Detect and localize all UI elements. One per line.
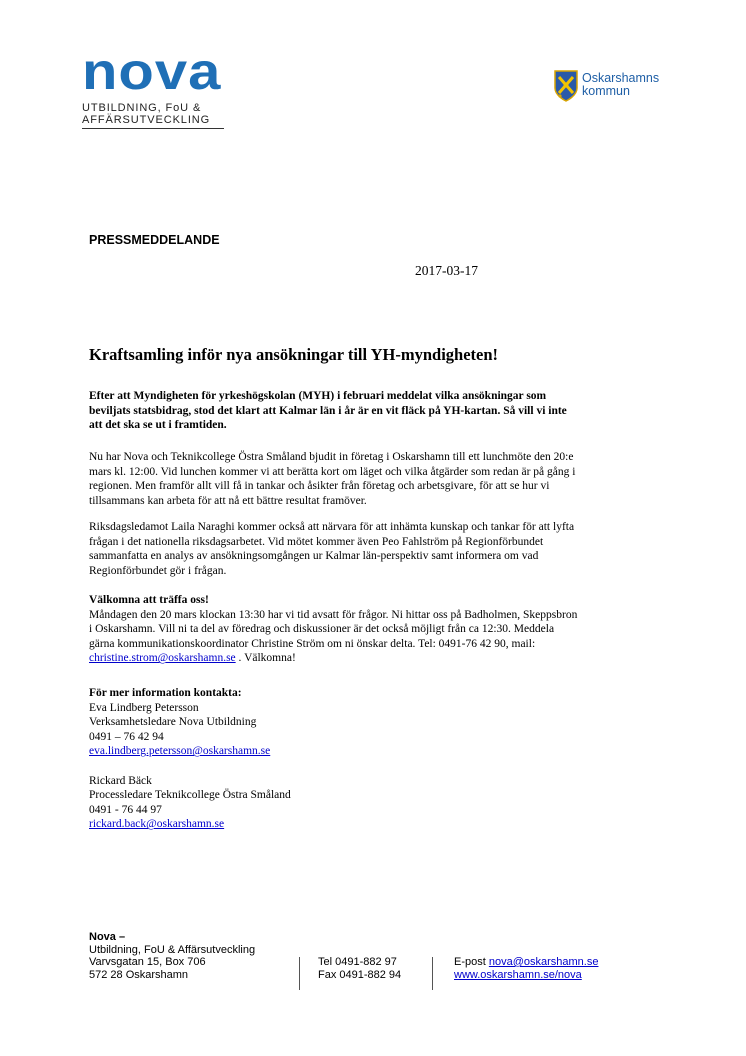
oskarshamn-logo bbox=[554, 70, 674, 104]
nova-logo-subtitle-line2: AFFÄRSUTVECKLING bbox=[82, 114, 211, 126]
contact-email-link[interactable]: rickard.back@oskarshamn.se bbox=[89, 818, 225, 831]
oskarshamn-logo-line1: Oskarshamns bbox=[582, 71, 660, 85]
contact-email-link[interactable]: eva.lindberg.petersson@oskarshamn.se bbox=[89, 745, 271, 758]
nova-logo-wordmark: nova bbox=[82, 42, 222, 101]
footer-fax: Fax 0491-882 94 bbox=[318, 968, 402, 981]
welcome-line: Måndagen den 20 mars klockan 13:30 har vi tid avsatt för frågor. Ni hittar oss på Badholmen, Skeppsbron bbox=[89, 608, 578, 621]
press-release-heading: PRESSMEDDELANDE bbox=[89, 233, 220, 247]
footer-line: Utbildning, FoU & Affärsutveckling bbox=[89, 943, 256, 956]
oskarshamn-crest-icon bbox=[554, 70, 578, 102]
welcome-last-line bbox=[89, 651, 659, 666]
footer-divider bbox=[299, 957, 300, 990]
welcome-closing: . Välkomna! bbox=[235, 652, 296, 665]
body-paragraph-2 bbox=[89, 520, 659, 578]
footer-line: 572 28 Oskarshamn bbox=[89, 968, 189, 981]
lead-line: beviljats statsbidrag, stod det klart att Kalmar län i år är en vit fläck på YH-kartan. Så vill vi inte bbox=[89, 404, 567, 417]
footer-phone-block bbox=[318, 956, 401, 981]
footer-email-link[interactable]: nova@oskarshamn.se bbox=[488, 956, 599, 968]
body-paragraph-1 bbox=[89, 450, 659, 508]
lead-paragraph bbox=[89, 389, 649, 433]
footer-epost-row bbox=[454, 956, 598, 969]
footer-contact-block bbox=[454, 956, 598, 981]
contact-card-rickard bbox=[89, 774, 489, 832]
paragraph-line: frågan i det nationella riksdagsarbetet. Vid mötet kommer även Peo Fahlström på Regionförbundet bbox=[89, 535, 544, 548]
welcome-line: gärna kommunikationskoordinator Christine Ström om ni önskar delta. Tel: 0491-76 42 90, mail: bbox=[89, 637, 536, 650]
paragraph-line: Regionförbundet gör i frågan. bbox=[89, 564, 227, 577]
paragraph-line: Riksdagsledamot Laila Naraghi kommer också att närvara för att inhämta kunskap och tankar för att lyfta bbox=[89, 521, 575, 533]
nova-logo-underline bbox=[82, 128, 224, 129]
contact-phone: 0491 - 76 44 97 bbox=[89, 803, 162, 816]
paragraph-line: regionen. Men framför allt vill få in tankar och åsikter från företag och arbetsgivare, för att se hur vi bbox=[89, 480, 550, 493]
paragraph-line: sammanfatta en analys av ansökningsomgången ur Kalmar län-perspektiv samt informera om vad bbox=[89, 550, 539, 563]
contact-role: Processledare Teknikcollege Östra Småland bbox=[89, 789, 291, 802]
contact-name: Rickard Bäck bbox=[89, 774, 152, 787]
lead-line: att det ska se ut i framtiden. bbox=[89, 419, 227, 432]
article-title: Kraftsamling inför nya ansökningar till YH-myndigheten! bbox=[89, 345, 499, 364]
paragraph-line: Nu har Nova och Teknikcollege Östra Småland bjudit in företag i Oskarshamn till ett lunchmöte den 20:e bbox=[89, 451, 574, 463]
footer-tel: Tel 0491-882 97 bbox=[318, 956, 397, 968]
release-date: 2017-03-17 bbox=[415, 263, 478, 278]
oskarshamn-logo-line2: kommun bbox=[582, 84, 630, 98]
welcome-line: i Oskarshamn. Vill ni ta del av föredrag och diskussioner är det också möjligt från ca 12:30. Meddela bbox=[89, 623, 555, 636]
nova-logo-subtitle bbox=[82, 102, 232, 126]
welcome-section bbox=[89, 593, 659, 666]
christine-email-link[interactable]: christine.strom@oskarshamn.se bbox=[89, 652, 236, 665]
paragraph-line: tillsammans kan arbeta för att nå ett bättre resultat framöver. bbox=[89, 494, 367, 507]
contacts-heading: För mer information kontakta: bbox=[89, 687, 242, 699]
contact-phone: 0491 – 76 42 94 bbox=[89, 730, 164, 743]
contact-card-eva bbox=[89, 701, 489, 759]
footer-line: Varvsgatan 15, Box 706 bbox=[89, 956, 206, 969]
welcome-heading: Välkomna att träffa oss! bbox=[89, 594, 209, 606]
lead-line: Efter att Myndigheten för yrkeshögskolan (MYH) i februari meddelat vilka ansökningar som bbox=[89, 390, 547, 402]
footer-divider bbox=[432, 957, 433, 990]
nova-logo bbox=[82, 42, 232, 129]
paragraph-line: mars kl. 12:00. Vid lunchen kommer vi att berätta kort om läget och vilka åtgärder som redan är på gång i bbox=[89, 465, 576, 478]
oskarshamn-logo-text bbox=[582, 72, 659, 98]
contacts-section bbox=[89, 686, 489, 832]
footer-epost-label: E-post bbox=[454, 956, 489, 968]
footer-website-link[interactable]: www.oskarshamn.se/nova bbox=[454, 968, 582, 981]
footer-org: Nova – bbox=[89, 931, 126, 943]
contact-role: Verksamhetsledare Nova Utbildning bbox=[89, 716, 257, 729]
nova-logo-subtitle-line1: UTBILDNING, FoU & bbox=[82, 102, 202, 114]
contact-name: Eva Lindberg Petersson bbox=[89, 701, 199, 714]
footer-address bbox=[89, 931, 255, 981]
